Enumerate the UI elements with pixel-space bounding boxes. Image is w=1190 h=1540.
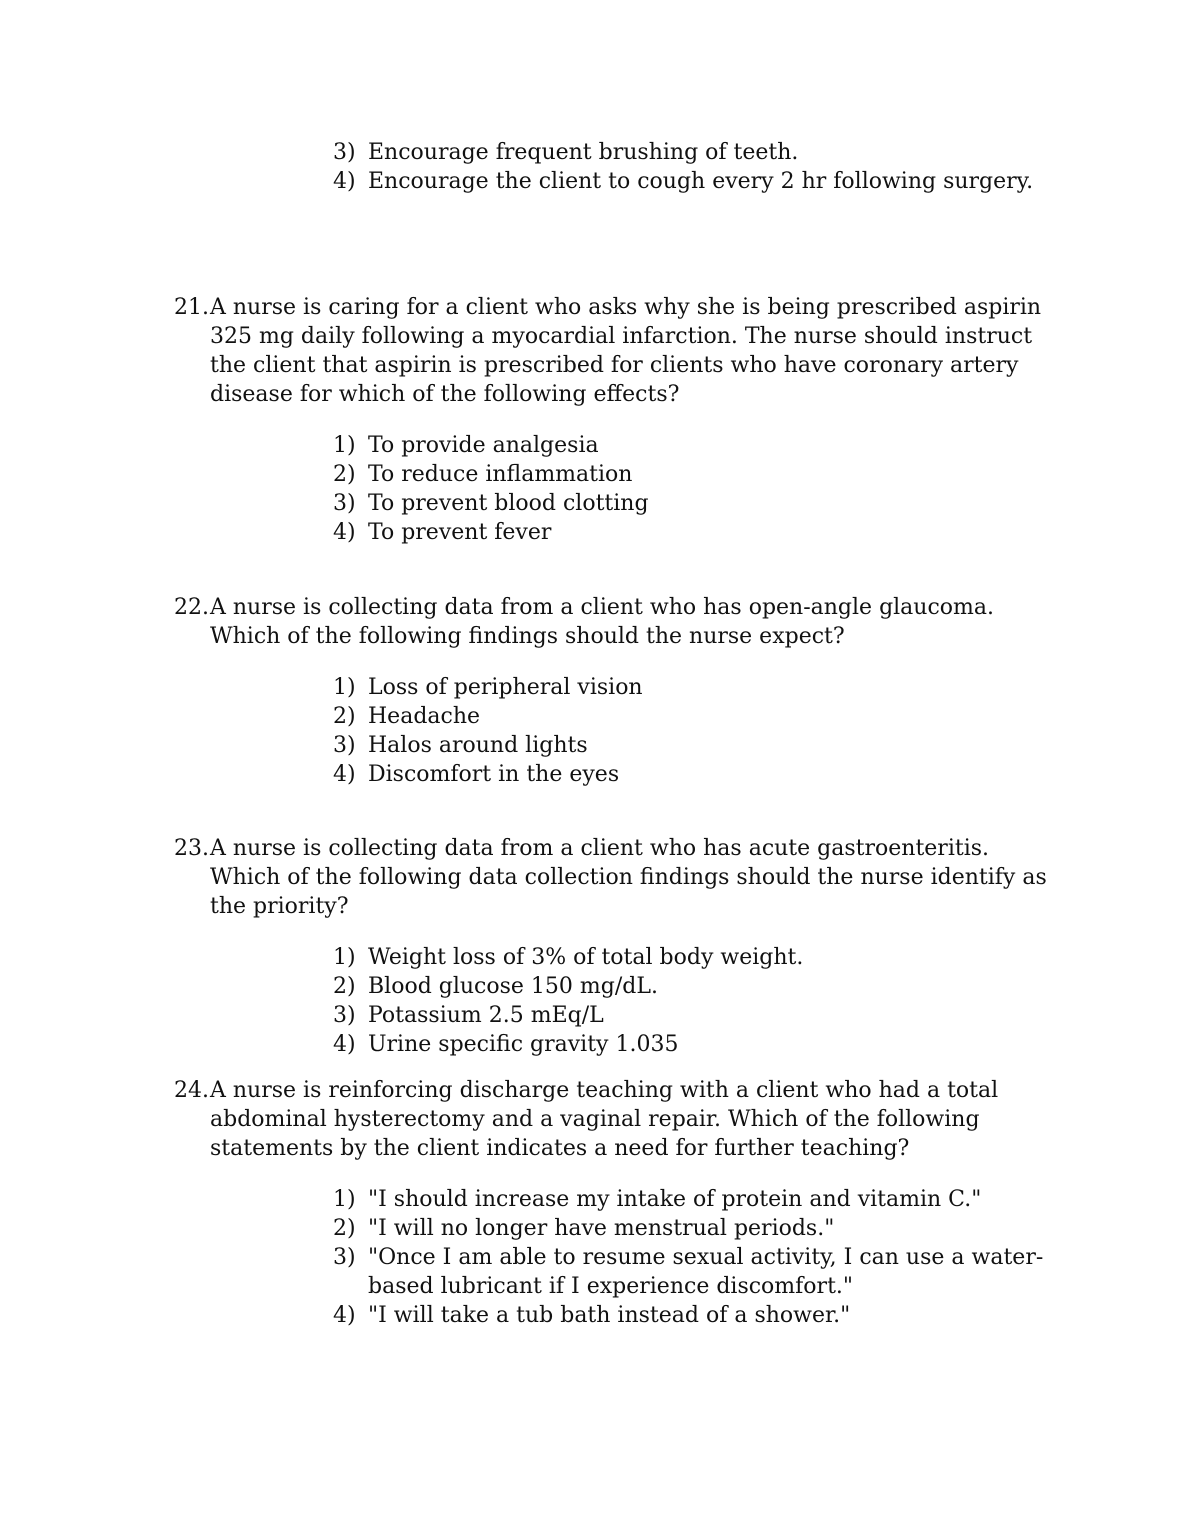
- question-text: A nurse is collecting data from a client who has open-angle glaucoma. Which of the following findings should the nurse expect?: [210, 595, 995, 649]
- option-item: [333, 673, 1063, 702]
- option-number: 4): [333, 520, 356, 545]
- option-text: "I will take a tub bath instead of a shower.": [368, 1303, 851, 1328]
- answer-options: [333, 943, 1063, 1059]
- question-stem: [174, 593, 1064, 651]
- option-number: 1): [333, 675, 356, 700]
- option-item: [333, 1030, 1063, 1059]
- question-text: A nurse is caring for a client who asks why she is being prescribed aspirin 325 mg daily following a myocardial infarction. The nurse should instruct the client that aspirin is prescribed for clients who have coronary artery disease for which of the following effects?: [210, 295, 1042, 407]
- question-text: A nurse is collecting data from a client who has acute gastroenteritis. Which of the following data collection findings should the nurse identify as the priority?: [210, 836, 1047, 919]
- question-stem: [174, 1076, 1064, 1163]
- option-number: 3): [333, 1245, 356, 1270]
- option-number: 4): [333, 1303, 356, 1328]
- question-24: [174, 1076, 1064, 1352]
- option-number: 2): [333, 462, 356, 487]
- option-text: "I should increase my intake of protein and vitamin C.": [368, 1187, 982, 1212]
- question-number: 24.: [174, 1078, 209, 1103]
- question-22: [174, 593, 1064, 811]
- option-number: 2): [333, 974, 356, 999]
- option-number: 3): [333, 733, 356, 758]
- option-number: 1): [333, 1187, 356, 1212]
- option-text: Halos around lights: [368, 733, 588, 758]
- option-text: Weight loss of 3% of total body weight.: [368, 945, 804, 970]
- answer-options: [333, 673, 1063, 789]
- question-number: 23.: [174, 836, 209, 861]
- option-item: [333, 431, 1063, 460]
- option-item: [333, 1001, 1063, 1030]
- option-item: [333, 731, 1063, 760]
- question-stem: [174, 293, 1064, 409]
- question-21: [174, 293, 1064, 569]
- option-item: [333, 1301, 1063, 1330]
- option-number: 3): [333, 140, 356, 165]
- option-number: 3): [333, 491, 356, 516]
- option-item: [333, 1185, 1063, 1214]
- option-text: "Once I am able to resume sexual activity, I can use a water-based lubricant if I experience discomfort.": [368, 1245, 1044, 1299]
- option-item: [333, 138, 1063, 167]
- option-number: 4): [333, 169, 356, 194]
- question-text: A nurse is reinforcing discharge teaching with a client who had a total abdominal hysterectomy and a vaginal repair. Which of the following statements by the client indicates a need for further teaching?: [210, 1078, 999, 1161]
- answer-options: [333, 1185, 1063, 1330]
- option-number: 2): [333, 704, 356, 729]
- option-number: 4): [333, 762, 356, 787]
- option-text: Urine specific gravity 1.035: [368, 1032, 679, 1057]
- option-item: [333, 702, 1063, 731]
- option-text: To provide analgesia: [368, 433, 599, 458]
- carryover-options: [333, 138, 1063, 196]
- option-item: [333, 1243, 1063, 1301]
- option-item: [333, 943, 1063, 972]
- option-number: 4): [333, 1032, 356, 1057]
- option-text: To prevent blood clotting: [368, 491, 649, 516]
- question-number: 22.: [174, 595, 209, 620]
- question-stem: [174, 834, 1064, 921]
- option-number: 2): [333, 1216, 356, 1241]
- option-item: [333, 460, 1063, 489]
- option-item: [333, 760, 1063, 789]
- option-number: 3): [333, 1003, 356, 1028]
- option-number: 1): [333, 945, 356, 970]
- option-item: [333, 1214, 1063, 1243]
- option-item: [333, 518, 1063, 547]
- option-text: Headache: [368, 704, 481, 729]
- option-number: 1): [333, 433, 356, 458]
- option-text: Encourage the client to cough every 2 hr following surgery.: [368, 169, 1034, 194]
- option-text: To reduce inflammation: [368, 462, 633, 487]
- answer-options: [333, 431, 1063, 547]
- option-text: To prevent fever: [368, 520, 552, 545]
- option-text: Encourage frequent brushing of teeth.: [368, 140, 799, 165]
- option-text: Potassium 2.5 mEq/L: [368, 1003, 604, 1028]
- question-23: [174, 834, 1064, 1081]
- option-item: [333, 972, 1063, 1001]
- option-item: [333, 489, 1063, 518]
- question-number: 21.: [174, 295, 209, 320]
- option-text: Blood glucose 150 mg/dL.: [368, 974, 658, 999]
- option-item: [333, 167, 1063, 196]
- option-text: Loss of peripheral vision: [368, 675, 643, 700]
- option-text: Discomfort in the eyes: [368, 762, 620, 787]
- option-text: "I will no longer have menstrual periods.": [368, 1216, 835, 1241]
